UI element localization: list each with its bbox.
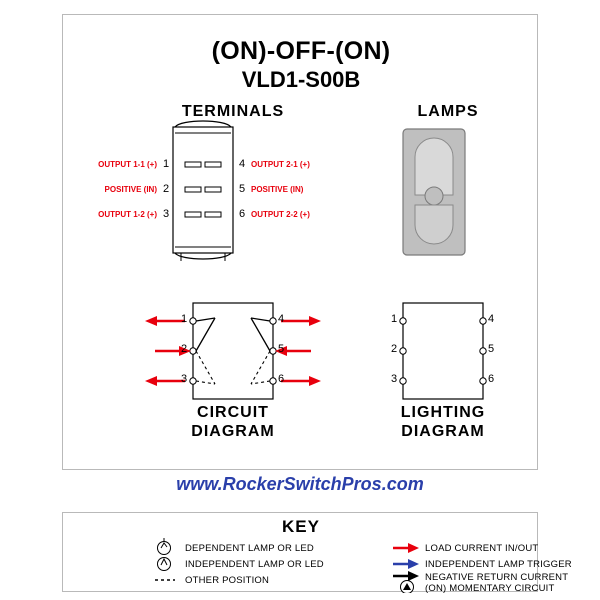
page-title: (ON)-OFF-(ON)	[211, 37, 391, 65]
circuit-pin-4: 4	[278, 313, 285, 325]
key-item-dependent-lamp: DEPENDENT LAMP OR LED	[185, 543, 314, 554]
lighting-pin-6: 6	[488, 373, 495, 385]
terminal-label-output-1-1: OUTPUT 1-1 (+)	[98, 160, 157, 169]
lighting-pin-3: 3	[391, 373, 398, 385]
circuit-pin-6: 6	[278, 373, 285, 385]
terminal-pin-3: 3	[163, 208, 170, 220]
terminal-pin-2: 2	[163, 183, 170, 195]
lamp-trigger-icon	[393, 559, 419, 569]
lamps-section-label: LAMPS	[417, 103, 479, 120]
lighting-pin-4: 4	[488, 313, 495, 325]
main-diagram-panel	[62, 14, 538, 470]
lighting-pin-1: 1	[391, 313, 398, 325]
lighting-pin-5: 5	[488, 343, 495, 355]
key-item-load-current: LOAD CURRENT IN/OUT	[425, 543, 539, 554]
terminal-pin-5: 5	[239, 183, 246, 195]
terminal-label-output-2-2: OUTPUT 2-2 (+)	[251, 210, 310, 219]
circuit-pin-2: 2	[181, 343, 188, 355]
key-item-other-position: OTHER POSITION	[185, 575, 270, 586]
momentary-circuit-icon	[401, 581, 414, 594]
key-item-momentary-circuit: (ON) MOMENTARY CIRCUIT	[425, 583, 555, 594]
terminals-section-label: TERMINALS	[181, 103, 285, 120]
terminal-label-output-1-2: OUTPUT 1-2 (+)	[98, 210, 157, 219]
terminal-pin-6: 6	[239, 208, 246, 220]
circuit-caption-line2: DIAGRAM	[191, 423, 275, 440]
terminal-label-positive-in-left: POSITIVE (IN)	[104, 185, 157, 194]
terminal-pin-1: 1	[163, 158, 170, 170]
lighting-pin-2: 2	[391, 343, 398, 355]
key-item-lamp-trigger: INDEPENDENT LAMP TRIGGER	[425, 559, 572, 570]
terminal-label-positive-in-right: POSITIVE (IN)	[251, 185, 304, 194]
part-number: VLD1-S00B	[241, 67, 361, 92]
terminal-pin-4: 4	[239, 158, 246, 170]
circuit-caption-line1: CIRCUIT	[197, 404, 269, 421]
key-item-negative-return: NEGATIVE RETURN CURRENT	[425, 572, 569, 583]
lighting-diagram-caption	[373, 403, 513, 441]
negative-return-icon	[393, 571, 419, 581]
independent-lamp-icon	[158, 558, 171, 571]
key-item-independent-lamp: INDEPENDENT LAMP OR LED	[185, 559, 324, 570]
circuit-pin-3: 3	[181, 373, 188, 385]
key-panel	[62, 512, 572, 594]
dependent-lamp-icon	[158, 538, 171, 555]
key-title: KEY	[282, 517, 320, 536]
lighting-caption-line1: LIGHTING	[400, 404, 486, 421]
website-url[interactable]: www.RockerSwitchPros.com	[176, 474, 424, 494]
terminal-label-output-2-1: OUTPUT 2-1 (+)	[251, 160, 310, 169]
lighting-caption-line2: DIAGRAM	[401, 423, 485, 440]
circuit-pin-5: 5	[278, 343, 285, 355]
load-current-icon	[393, 543, 419, 553]
circuit-pin-1: 1	[181, 313, 188, 325]
